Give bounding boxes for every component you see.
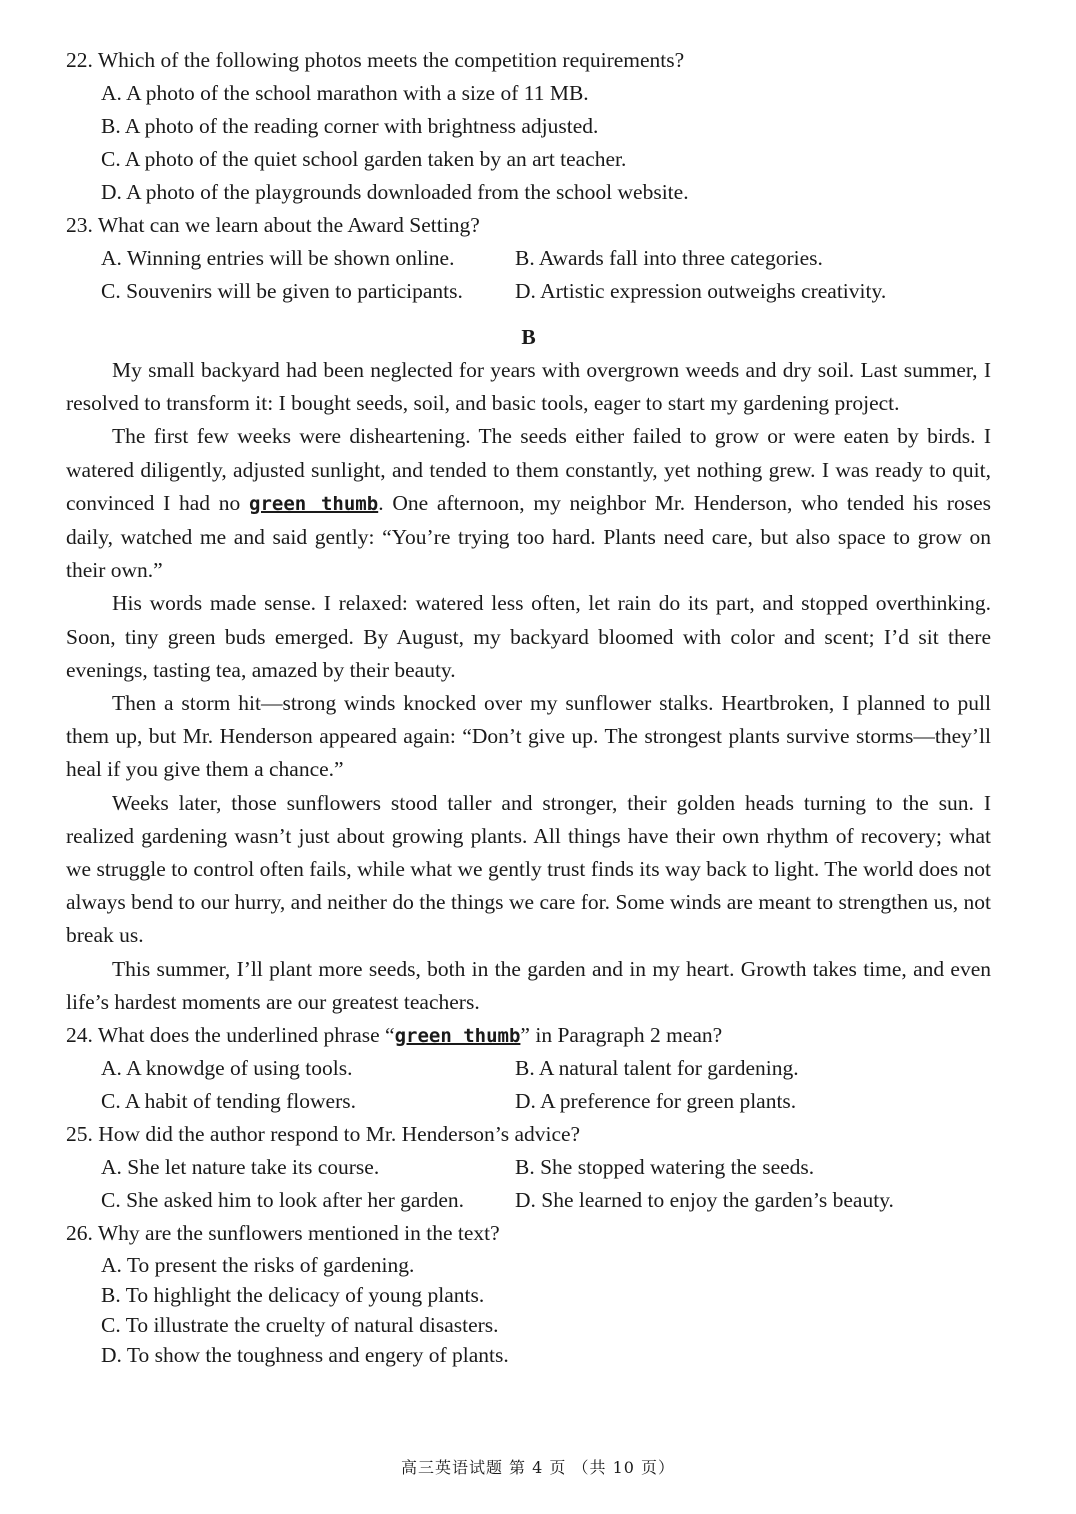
passage-paragraph-2-part-1: The first few weeks were disheartening. The seeds either failed to grow or were eaten by birds. I watered diligently, adjusted sunlight, and tended to them constantly, yet nothing grew. I was ready to quit, convinced I had no xyxy=(66,424,991,515)
question-24-underlined-phrase: green thumb xyxy=(394,1025,521,1048)
passage-b xyxy=(66,354,991,1019)
question-25 xyxy=(66,1118,991,1217)
question-26 xyxy=(66,1217,991,1370)
question-26-option-d: D. To show the toughness and engery of plants. xyxy=(101,1343,509,1368)
question-23-option-a: A. Winning entries will be shown online. xyxy=(101,246,455,270)
question-24-option-d: D. A preference for green plants. xyxy=(515,1089,797,1114)
section-b-title: B xyxy=(521,325,536,349)
passage-paragraph-5: Weeks later, those sunflowers stood taller and stronger, their golden heads turning to the sun. I realized gardening wasn’t just about growing plants. All things have their own rhythm of recovery; what we struggle to control often fails, while what we gently trust finds its way back to light. The world does not always bend to our hurry, and neither do the things we care for. Some winds are meant to strengthen us, not break us. xyxy=(66,790,991,948)
passage-paragraph-3: His words made sense. I relaxed: watered less often, let rain do its part, and stopped overthinking. Soon, tiny green buds emerged. By August, my backyard bloomed with color and scent; I’d sit there evenings, tasting tea, amazed by their beauty. xyxy=(66,591,991,682)
question-22 xyxy=(66,44,991,209)
question-25-option-b: B. She stopped watering the seeds. xyxy=(515,1155,815,1180)
question-24 xyxy=(66,1019,991,1118)
question-24-option-a: A. A knowdge of using tools. xyxy=(101,1056,353,1081)
question-26-option-b: B. To highlight the delicacy of young plants. xyxy=(101,1283,485,1308)
question-22-option-b: B. A photo of the reading corner with brightness adjusted. xyxy=(101,114,599,138)
question-22-option-c: C. A photo of the quiet school garden taken by an art teacher. xyxy=(101,147,627,171)
passage-paragraph-1: My small backyard had been neglected for years with overgrown weeds and dry soil. Last summer, I resolved to transform it: I bought seeds, soil, and basic tools, eager to start my gardening project. xyxy=(66,358,991,416)
question-26-stem: 26. Why are the sunflowers mentioned in the text? xyxy=(66,1221,500,1246)
underlined-phrase: green thumb xyxy=(249,492,379,515)
question-24-option-b: B. A natural talent for gardening. xyxy=(515,1056,799,1081)
question-23-option-b: B. Awards fall into three categories. xyxy=(515,246,823,270)
passage-paragraph-2-part-2: . One afternoon, my neighbor Mr. Henderson, who tended his roses daily, watched me and said gently: “You’re trying too hard. Plants need care, but also space to grow on their own.” xyxy=(66,490,991,583)
question-24-option-c: C. A habit of tending flowers. xyxy=(101,1089,356,1114)
page-footer: 高三英语试题 第 4 页 （共 10 页） xyxy=(400,1458,676,1477)
question-24-stem xyxy=(66,1019,991,1052)
question-23 xyxy=(66,209,991,308)
question-25-option-c: C. She asked him to look after her garden. xyxy=(101,1188,465,1213)
question-23-stem: 23. What can we learn about the Award Setting? xyxy=(66,213,480,237)
question-23-option-d: D. Artistic expression outweighs creativity. xyxy=(515,279,887,303)
question-22-stem: 22. Which of the following photos meets the competition requirements? xyxy=(66,48,685,72)
question-24-stem-part-2: ” in Paragraph 2 mean? xyxy=(520,1023,723,1048)
question-24-stem-part-1: 24. What does the underlined phrase “ xyxy=(66,1023,395,1048)
question-25-option-a: A. She let nature take its course. xyxy=(101,1155,380,1180)
question-25-option-d: D. She learned to enjoy the garden’s beauty. xyxy=(515,1188,894,1213)
exam-page xyxy=(66,44,991,1370)
question-26-option-c: C. To illustrate the cruelty of natural disasters. xyxy=(101,1313,499,1338)
question-23-option-c: C. Souvenirs will be given to participants. xyxy=(101,279,463,303)
question-25-stem: 25. How did the author respond to Mr. Henderson’s advice? xyxy=(66,1122,581,1147)
passage-paragraph-2 xyxy=(66,420,991,587)
question-22-option-d: D. A photo of the playgrounds downloaded from the school website. xyxy=(101,180,689,204)
question-26-option-a: A. To present the risks of gardening. xyxy=(101,1253,415,1278)
question-22-option-a: A. A photo of the school marathon with a size of 11 MB. xyxy=(101,81,589,105)
passage-paragraph-6: This summer, I’ll plant more seeds, both in the garden and in my heart. Growth takes time, and even life’s hardest moments are our greatest teachers. xyxy=(66,956,991,1014)
passage-paragraph-4: Then a storm hit—strong winds knocked over my sunflower stalks. Heartbroken, I planned to pull them up, but Mr. Henderson appeared again: “Don’t give up. The strongest plants survive storms—they’ll heal if you give them a chance.” xyxy=(66,691,991,782)
